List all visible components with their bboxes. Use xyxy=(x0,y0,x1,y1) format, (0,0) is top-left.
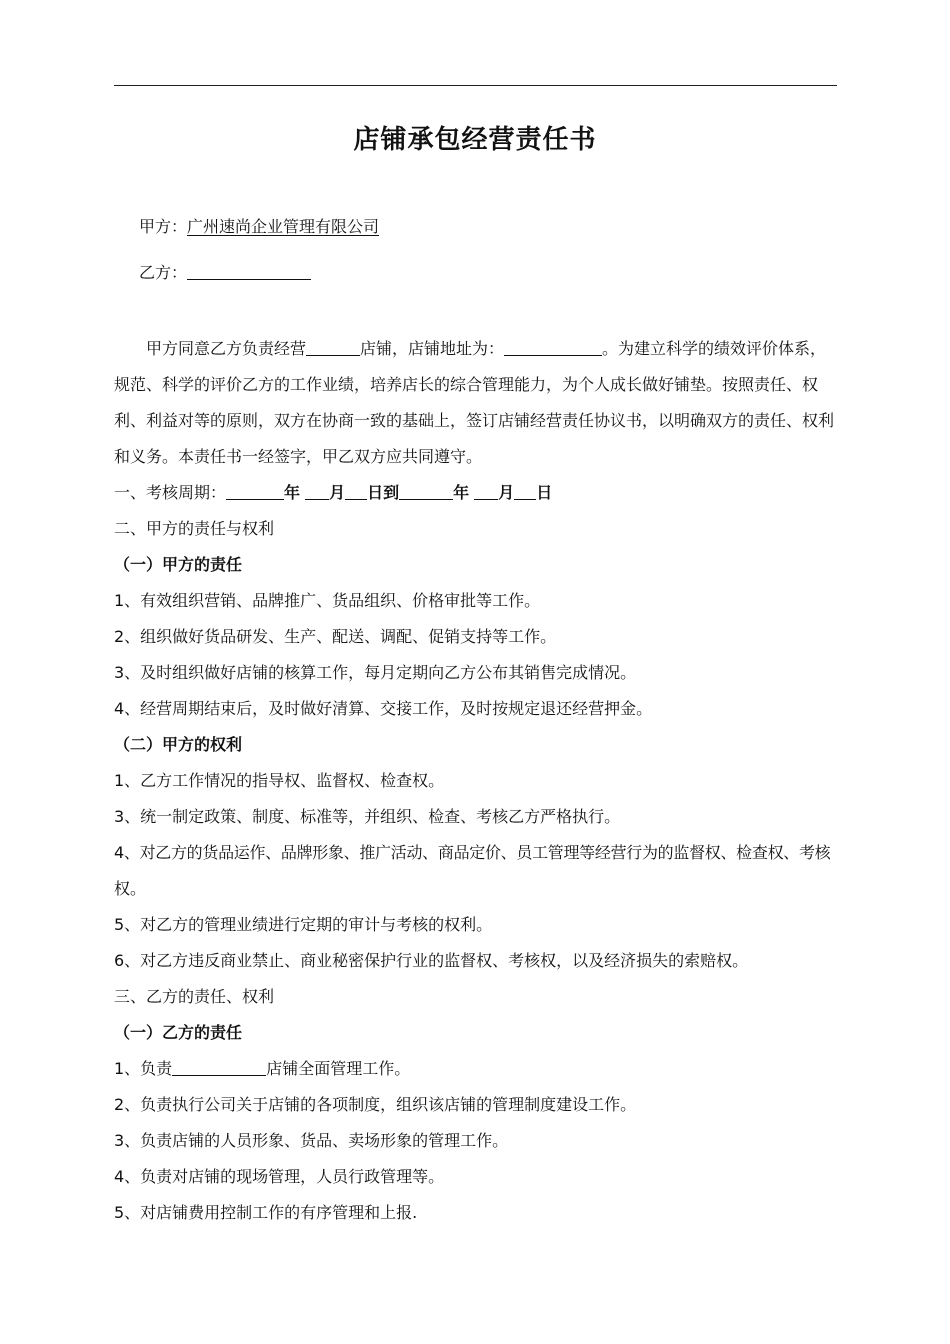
period-label: 一、考核周期： xyxy=(114,483,227,502)
start-month-blank xyxy=(305,483,329,500)
party-b-duty-1 xyxy=(114,1057,410,1081)
party-a-duty-3: 3、及时组织做好店铺的核算工作，每月定期向乙方公布其销售完成情况。 xyxy=(114,663,637,682)
party-a-right-6: 6、对乙方违反商业禁止、商业秘密保护行业的监督权、考核权，以及经济损失的索赔权。 xyxy=(114,951,749,970)
intro-paragraph xyxy=(114,331,838,475)
start-year-blank xyxy=(226,483,284,500)
party-b-duty-1-suffix: 店铺全面管理工作。 xyxy=(266,1059,411,1078)
period-day-to: 日到 xyxy=(367,483,400,502)
party-b-blank xyxy=(187,263,311,280)
section3-heading: 三、乙方的责任、权利 xyxy=(114,987,275,1006)
party-a-right-4: 4、对乙方的货品运作、品牌形象、推广活动、商品定价、员工管理等经营行为的监督权、检查权、考核 xyxy=(114,843,831,862)
party-b-duty-5: 5、对店铺费用控制工作的有序管理和上报. xyxy=(114,1203,418,1222)
party-a-duty-4: 4、经营周期结束后，及时做好清算、交接工作，及时按规定退还经营押金。 xyxy=(114,699,653,718)
party-b-line xyxy=(139,261,311,285)
assessment-period xyxy=(114,481,552,505)
party-a-label: 甲方： xyxy=(139,217,188,236)
party-a-right-3: 3、统一制定政策、制度、标准等，并组织、检查、考核乙方严格执行。 xyxy=(114,807,621,826)
party-a-line xyxy=(139,215,379,239)
party-a-right-4-cont: 权。 xyxy=(114,879,147,898)
section2-heading: 二、甲方的责任与权利 xyxy=(114,519,275,538)
party-b-label: 乙方： xyxy=(139,263,188,282)
intro-text-2: 店铺，店铺地址为： xyxy=(360,339,505,358)
period-year-1: 年 xyxy=(284,483,301,502)
section3-sub1: （一）乙方的责任 xyxy=(114,1023,243,1042)
end-year-blank xyxy=(399,483,453,500)
section2-sub2: （二）甲方的权利 xyxy=(114,735,243,754)
party-b-duty-1-prefix: 1、负责 xyxy=(114,1059,173,1078)
document-title: 店铺承包经营责任书 xyxy=(353,125,597,155)
start-day-blank xyxy=(345,483,367,500)
end-month-blank xyxy=(474,483,498,500)
party-a-right-1: 1、乙方工作情况的指导权、监督权、检查权。 xyxy=(114,771,445,790)
period-month-2: 月 xyxy=(498,483,515,502)
address-blank xyxy=(504,339,602,356)
store-name-blank xyxy=(306,339,360,356)
party-b-duty-4: 4、负责对店铺的现场管理，人员行政管理等。 xyxy=(114,1167,445,1186)
party-a-duty-2: 2、组织做好货品研发、生产、配送、调配、促销支持等工作。 xyxy=(114,627,557,646)
intro-text-1: 甲方同意乙方负责经营 xyxy=(146,339,307,358)
party-a-value: 广州速尚企业管理有限公司 xyxy=(187,217,380,236)
period-year-2: 年 xyxy=(453,483,470,502)
section2-sub1: （一）甲方的责任 xyxy=(114,555,243,574)
end-day-blank xyxy=(514,483,536,500)
intro-text-3: 。为建立科学的绩效评价体系，规范、科学的评价乙方的工作业绩，培养店长的综合管理能力，为个人成长做好铺垫。按照责任、权利、利益对等的原则，双方在协商一致的基础上，签订店铺经营责任协议书，以明确双方的责任、权利和义务。本责任书一经签字，甲乙双方应共同遵守。 xyxy=(114,339,835,466)
party-b-duty-2: 2、负责执行公司关于店铺的各项制度，组织该店铺的管理制度建设工作。 xyxy=(114,1095,637,1114)
header-rule xyxy=(114,85,837,86)
party-a-duty-1: 1、有效组织营销、品牌推广、货品组织、价格审批等工作。 xyxy=(114,591,541,610)
party-a-right-5: 5、对乙方的管理业绩进行定期的审计与考核的权利。 xyxy=(114,915,493,934)
store-blank xyxy=(172,1059,266,1076)
period-month-1: 月 xyxy=(329,483,346,502)
party-b-duty-3: 3、负责店铺的人员形象、货品、卖场形象的管理工作。 xyxy=(114,1131,509,1150)
period-day-2: 日 xyxy=(536,483,553,502)
